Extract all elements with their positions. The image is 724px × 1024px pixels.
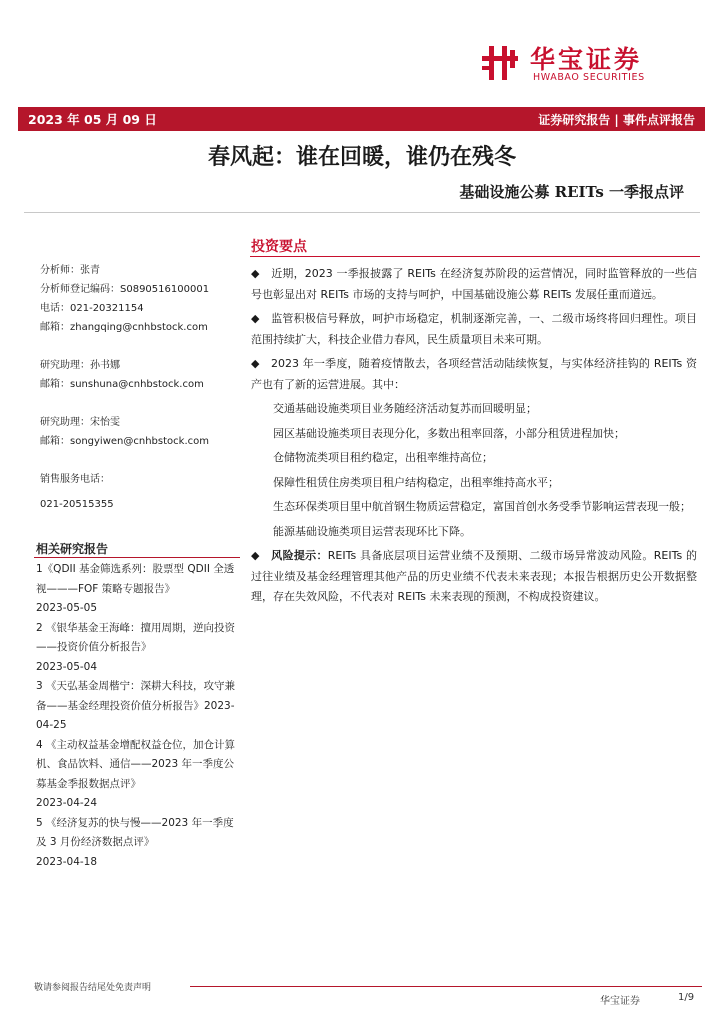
assistant-block-2	[40, 413, 240, 451]
related-reports-divider	[34, 557, 240, 558]
related-reports-list	[36, 560, 242, 872]
analyst-email[interactable]: 邮箱：zhangqing@cnhbstock.com	[40, 322, 208, 333]
hwabao-logo-icon	[480, 42, 522, 84]
key-point-text: 2023 年一季度，随着疫情散去，各项经营活动陆续恢复，与实体经济挂钩的 REITs 资产也有了新的运营进展。其中：	[251, 357, 697, 391]
footer-disclaimer[interactable]: 敬请参阅报告结尾处免责声明	[34, 983, 152, 993]
sales-label: 销售服务电话：	[40, 474, 110, 485]
related-report-title: 5 《经济复苏的快与慢——2023 年一季度及 3 月份经济数据点评》	[36, 816, 234, 848]
page-number: 1/9	[678, 992, 695, 1003]
related-report-title: 1《QDII 基金筛选系列：股票型 QDII 全透视———FOF 策略专题报告》	[36, 563, 235, 595]
related-reports-title: 相关研究报告	[36, 542, 109, 556]
sales-phone: 021-20515355	[40, 499, 114, 510]
footer-divider	[190, 986, 702, 987]
sub-point: 能源基础设施类项目运营表现环比下降。	[273, 524, 471, 538]
analyst-reg-no: 分析师登记编码：S0890516100001	[40, 284, 210, 295]
related-report-date: 2023-04-24	[36, 797, 98, 809]
assistant-name: 研究助理：宋怡雯	[40, 417, 120, 428]
key-point-text: 监管积极信号释放，呵护市场稳定，机制逐渐完善，一、二级市场终将回归理性。项目范围持续扩大，科技企业借力春风，民生质量项目未来可期。	[251, 312, 697, 346]
diamond-bullet-icon: ◆	[251, 549, 260, 562]
section-title: 投资要点	[251, 239, 307, 255]
list-item[interactable]	[36, 619, 242, 678]
list-item[interactable]	[36, 814, 242, 873]
assistant-email[interactable]: 邮箱：sunshuna@cnhbstock.com	[40, 379, 204, 390]
risk-label: 风险提示：	[271, 549, 328, 562]
logo-text-cn: 华宝证券	[530, 45, 643, 74]
key-points-body	[251, 264, 697, 612]
key-point-1	[251, 264, 697, 305]
sub-point: 交通基础设施类项目业务随经济活动复苏而回暖明显；	[273, 402, 537, 415]
related-report-date: 2023-04-18	[36, 855, 98, 868]
sub-point: 保障性租赁住房类项目租户结构稳定，出租率维持高水平；	[273, 475, 559, 489]
report-type: 证券研究报告 | 事件点评报告	[538, 113, 695, 127]
list-item[interactable]	[36, 560, 242, 619]
report-date: 2023 年 05 月 09 日	[28, 112, 157, 127]
related-report-title: 4 《主动权益基金增配权益仓位，加仓计算机、食品饮料、通信——2023 年一季度公募基金季报数据点评》	[36, 738, 236, 790]
sales-block	[40, 470, 240, 514]
analyst-name: 分析师：张青	[40, 265, 100, 276]
list-item[interactable]	[36, 736, 242, 814]
risk-warning	[251, 546, 697, 608]
key-point-2	[251, 309, 697, 350]
sub-point: 园区基础设施类项目表现分化，多数出租率回落，小部分租赁进程加快；	[273, 426, 625, 440]
logo-text-en: HWABAO SECURITIES	[533, 72, 645, 83]
key-point-3	[251, 354, 697, 395]
diamond-bullet-icon: ◆	[251, 312, 260, 325]
sub-point: 仓储物流类项目租约稳定，出租率维持高位；	[273, 451, 493, 464]
key-point-text: 近期，2023 一季报披露了 REITs 在经济复苏阶段的运营情况，同时监管释放的一些信号也彰显出对 REITs 市场的支持与呵护，中国基础设施公募 REITs 发展任重而道远。	[251, 267, 697, 301]
header-banner	[18, 107, 705, 131]
page-title: 春风起：谁在回暖，谁仍在残冬	[207, 144, 516, 170]
sub-point: 生态环保类项目里中航首钢生物质运营稳定，富国首创水务受季节影响运营表现一般；	[273, 500, 691, 513]
section-divider	[250, 256, 700, 257]
related-report-date: 2023-05-04	[36, 660, 98, 673]
related-report-date: 2023-05-05	[36, 602, 98, 614]
diamond-bullet-icon: ◆	[251, 267, 260, 280]
diamond-bullet-icon: ◆	[251, 357, 260, 370]
title-divider	[24, 212, 700, 213]
assistant-block-1	[40, 356, 240, 394]
assistant-email[interactable]: 邮箱：songyiwen@cnhbstock.com	[40, 436, 209, 447]
analyst-phone: 电话：021-20321154	[40, 303, 144, 314]
footer-company: 华宝证券	[600, 996, 640, 1007]
list-item[interactable]	[36, 677, 242, 736]
related-report-title: 3 《天弘基金周楷宁：深耕大科技，攻守兼备——基金经理投资价值分析报告》2023-04-25	[36, 680, 236, 731]
analyst-block	[40, 261, 240, 337]
related-report-title: 2 《银华基金王海峰：擅用周期，逆向投资——投资价值分析报告》	[36, 621, 236, 653]
risk-text: REITs 具备底层项目运营业绩不及预期、二级市场异常波动风险。REITs 的过往业绩及基金经理管理其他产品的历史业绩不代表未来表现；本报告根据历史公开数据整理，存在失效风险，不代表对 REITs 未来表现的预测，不构成投资建议。	[251, 549, 697, 603]
page-subtitle: 基础设施公募 REITs 一季报点评	[459, 183, 684, 201]
assistant-name: 研究助理：孙书娜	[40, 360, 120, 371]
